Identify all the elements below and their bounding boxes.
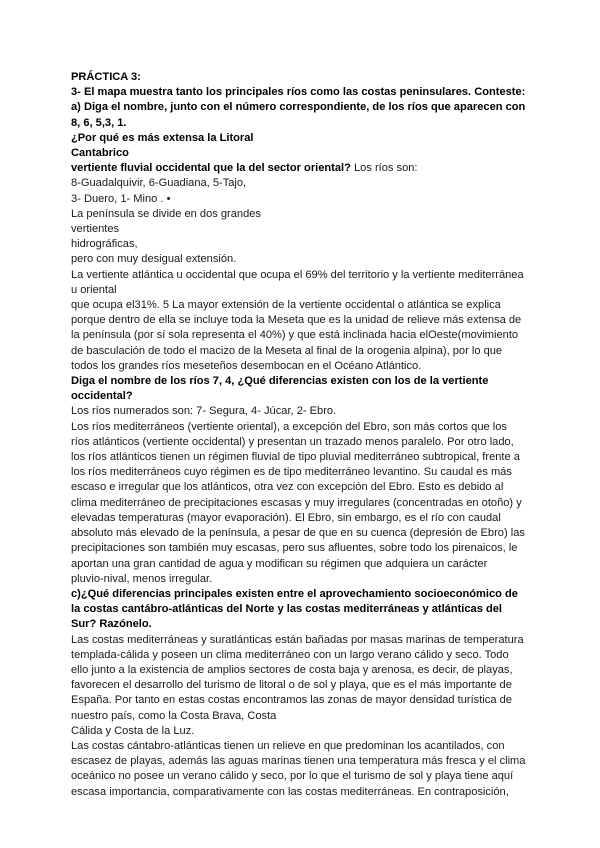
body-text: pluvio-nival, menos irregular.: [71, 572, 213, 585]
text-line: [71, 344, 541, 359]
bold-text: vertiente fluvial occidental que la del sector oriental?: [71, 162, 351, 175]
body-text: escaso e irregular que los atlánticos, otra vez con excepción del Ebro. Esto es debido al: [71, 481, 504, 494]
body-text: España. Por tanto en estas costas encontramos las zonas de mayor densidad turística de: [71, 694, 512, 707]
text-line: [71, 693, 541, 708]
bold-text: ¿Por qué es más extensa la Litoral: [71, 131, 254, 144]
text-line: [71, 663, 541, 678]
bold-text: Sur? Razónelo.: [71, 618, 152, 631]
text-line: [71, 116, 541, 131]
text-line: [71, 268, 541, 283]
bold-text: PRÁCTICA 3:: [71, 71, 141, 83]
body-text: Cálida y Costa de la Luz.: [71, 724, 195, 737]
text-line: [71, 465, 541, 480]
body-text: de basculación de todo el macizo de la Meseta al final de la orogenia alpina), por lo que: [71, 344, 503, 357]
text-line: [71, 572, 541, 587]
body-text: precipitaciones son también muy escasas, pero sus afluentes, sobre todo los pirenaicos, le: [71, 542, 518, 555]
text-line: [71, 496, 541, 511]
body-text: Los ríos son:: [350, 162, 418, 175]
text-line: [71, 252, 541, 267]
text-line: [71, 298, 541, 313]
bold-text: Diga el nombre de los ríos 7, 4, ¿Qué diferencias existen con los de la vertiente: [71, 375, 489, 388]
text-line: [71, 709, 541, 724]
text-line: [71, 85, 541, 100]
body-text: absoluto más elevado de la península, a pesar de que en su cuenca (depresión de Ebro) las: [71, 527, 525, 540]
text-line: [71, 131, 541, 146]
text-line: [71, 146, 541, 161]
text-line: [71, 313, 541, 328]
text-line: [71, 633, 541, 648]
text-line: [71, 192, 541, 207]
text-line: [71, 389, 541, 404]
text-line: [71, 739, 541, 754]
text-line: [71, 754, 541, 769]
body-text: pero con muy desigual extensión.: [71, 253, 237, 266]
text-line: [71, 283, 541, 298]
bold-text: a) Diga el nombre, junto con el número correspondiente, de los ríos que aparecen con: [71, 101, 526, 114]
bold-text: 8, 6, 5,3, 1.: [71, 116, 127, 129]
body-text: 8-Guadalquivir, 6-Guadiana, 5-Tajo,: [71, 177, 247, 190]
text-line: [71, 526, 541, 541]
body-text: Los ríos mediterráneos (vertiente oriental), a excepción del Ebro, son más cortos que los: [71, 420, 507, 433]
body-text: los ríos atlánticos tienen un régimen fluvial de tipo pluvial mediterráneo subtropical, frente a: [71, 451, 520, 464]
text-line: [71, 648, 541, 663]
body-text: Las costas cántabro-atlánticas tienen un relieve en que predominan los acantilados, con: [71, 739, 505, 752]
body-text: ríos atlánticos (vertiente occidental) y presentan un trazado menos paralelo. Por otro lado,: [71, 435, 514, 448]
text-line: [71, 602, 541, 617]
text-line: [71, 435, 541, 450]
text-line: [71, 480, 541, 495]
bold-text: Cantabrico: [71, 147, 129, 160]
text-line: [71, 207, 541, 222]
body-text: vertientes: [71, 223, 120, 236]
text-line: [71, 420, 541, 435]
bold-text: c)¿Qué diferencias principales existen entre el aprovechamiento socioeconómico de: [71, 587, 518, 600]
body-text: escasa importancia, comparativamente con las costas mediterráneas. En contraposición,: [71, 785, 509, 798]
text-line: [71, 176, 541, 191]
body-text: La península se divide en dos grandes: [71, 207, 261, 220]
text-line: [71, 328, 541, 343]
bold-text: la costas cantábro-atlánticas del Norte y las costas mediterráneas y atlánticas del: [71, 603, 502, 616]
body-text: aportan una gran cantidad de agua y modifican su régimen que adquiera un carácter: [71, 557, 488, 570]
body-text: oceánico no posee un verano cálido y seco, por lo que el turismo de sol y playa tiene aquí: [71, 770, 514, 783]
body-text: Los ríos numerados son: 7- Segura, 4- Júcar, 2- Ebro.: [71, 405, 337, 418]
text-line: [71, 678, 541, 693]
text-line: [71, 70, 541, 85]
body-text: favorecen el desarrollo del turismo de litoral o de sol y playa, que es el más importante de: [71, 679, 512, 692]
body-text: los ríos mediterráneos cuyo régimen es de tipo mediterráneo levantino. Su caudal es más: [71, 466, 512, 479]
text-line: [71, 100, 541, 115]
body-text: ello junto a la existencia de amplios sectores de costa baja y arenosa, es decir, de playas,: [71, 663, 513, 676]
text-line: [71, 161, 541, 176]
body-text: que ocupa el31%. 5 La mayor extensión de la vertiente occidental o atlántica se explica: [71, 299, 501, 312]
bold-text: 3- El mapa muestra tanto los principales ríos como las costas peninsulares. Conteste:: [71, 86, 526, 99]
body-text: todos los grandes ríos meseteños desembocan en el Océano Atlántico.: [71, 359, 422, 372]
text-line: [71, 404, 541, 419]
body-text: templada-cálida y poseen un clima mediterráneo con un largo verano cálido y seco. Todo: [71, 648, 509, 661]
text-line: [71, 769, 541, 784]
text-line: [71, 785, 541, 800]
body-text: clima mediterráneo de precipitaciones escasas y muy irregulares (concentradas en otoño) y: [71, 496, 522, 509]
text-line: [71, 557, 541, 572]
text-line: [71, 617, 541, 632]
text-line: [71, 222, 541, 237]
text-line: [71, 237, 541, 252]
bold-text: occidental?: [71, 390, 133, 403]
body-text: la península (por sí sola representa el 40%) y que está inclinada hacia elOeste(movimiento: [71, 329, 519, 342]
body-text: hidrográficas,: [71, 238, 138, 251]
body-text: Las costas mediterráneas y suratlánticas están bañadas por masas marinas de temperatura: [71, 633, 524, 646]
text-line: [71, 374, 541, 389]
body-text: 3- Duero, 1- Mino . •: [71, 192, 171, 205]
body-text: nuestro país, como la Costa Brava, Costa: [71, 709, 277, 722]
text-line: [71, 511, 541, 526]
body-text: La vertiente atlántica u occidental que ocupa el 69% del territorio y la vertiente mediterránea: [71, 268, 524, 281]
body-text: escasez de playas, además las aguas marinas tienen una temperatura más fresca y el clima: [71, 755, 526, 768]
text-line: [71, 541, 541, 556]
body-text: u oriental: [71, 283, 117, 296]
body-text: elevadas temperaturas (mayor evaporación). El Ebro, sin embargo, es el río con caudal: [71, 511, 501, 524]
text-line: [71, 359, 541, 374]
text-line: [71, 450, 541, 465]
body-text: porque dentro de ella se incluye toda la Meseta que es la unidad de relieve más extensa de: [71, 314, 522, 327]
text-line: [71, 724, 541, 739]
text-line: [71, 587, 541, 602]
document-body: [71, 70, 541, 800]
